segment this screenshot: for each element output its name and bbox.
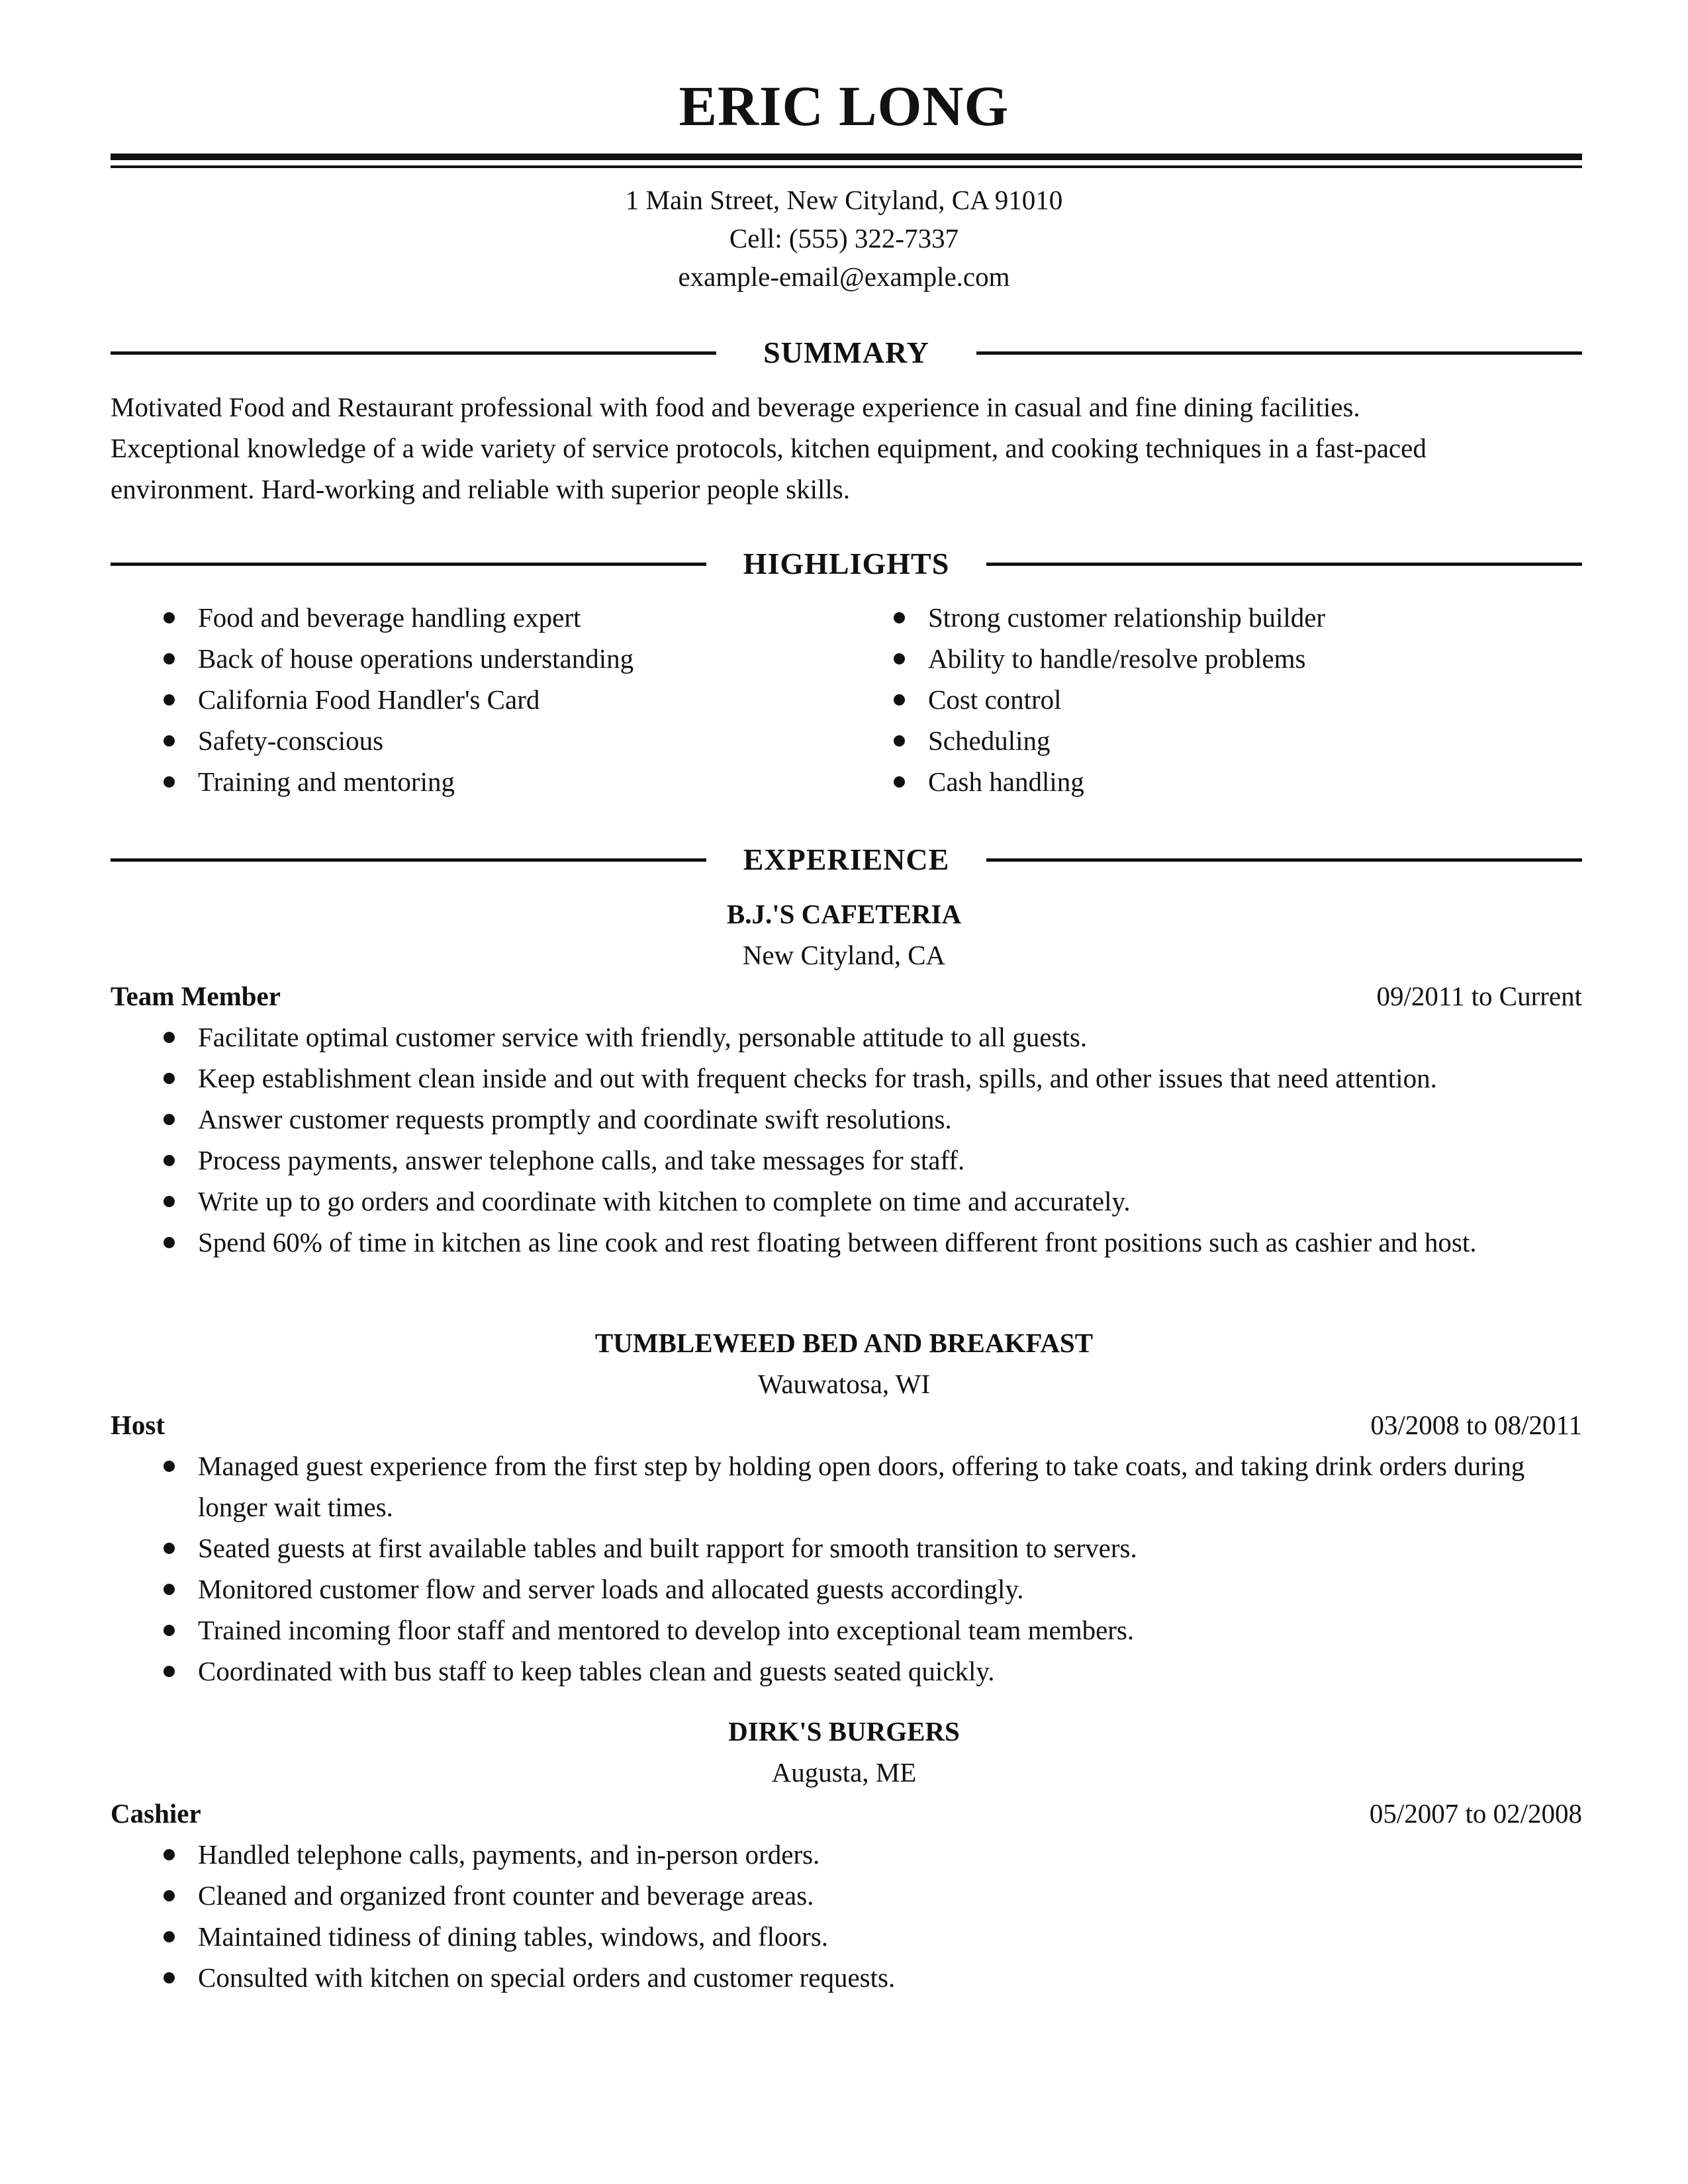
job-role-row xyxy=(111,1404,1582,1445)
job-duty: Write up to go orders and coordinate with kitchen to complete on time and accurately. xyxy=(111,1181,1582,1222)
highlights-left-list xyxy=(111,597,839,802)
highlights-right-list xyxy=(841,597,1582,802)
job-title: Cashier xyxy=(111,1798,201,1829)
job-duty: Spend 60% of time in kitchen as line cook and rest floating between different front positions such as cashier and host. xyxy=(111,1222,1582,1263)
job-dates: 05/2007 to 02/2008 xyxy=(1369,1798,1582,1829)
summary-line: environment. Hard-working and reliable with superior people skills. xyxy=(111,474,850,504)
contact-email: example-email@example.com xyxy=(678,261,1010,292)
job-dates: 09/2011 to Current xyxy=(1376,981,1582,1011)
highlight-item: Food and beverage handling expert xyxy=(111,597,839,638)
highlight-item: Scheduling xyxy=(841,720,1582,761)
job-company: TUMBLEWEED BED AND BREAKFAST xyxy=(594,1328,1094,1358)
job-title: Team Member xyxy=(111,981,281,1011)
job-role-row xyxy=(111,976,1582,1017)
highlight-item: Safety-conscious xyxy=(111,720,839,761)
highlight-item: Back of house operations understanding xyxy=(111,638,839,679)
summary-text xyxy=(111,387,1593,510)
job-duty: Trained incoming floor staff and mentored to develop into exceptional team members. xyxy=(111,1610,1582,1651)
highlight-item: Training and mentoring xyxy=(111,761,839,802)
job-duty: Managed guest experience from the first step by holding open doors, offering to take coats, and taking drink orders during longer wait times. xyxy=(111,1445,1582,1527)
highlights-title: HIGHLIGHTS xyxy=(743,547,950,580)
job-duty: Coordinated with bus staff to keep tables clean and guests seated quickly. xyxy=(111,1651,1582,1692)
summary-title: SUMMARY xyxy=(763,336,929,369)
job-duty: Seated guests at first available tables and built rapport for smooth transition to servers. xyxy=(111,1527,1582,1569)
job-company: B.J.'S CAFETERIA xyxy=(726,899,962,929)
job-duty: Monitored customer flow and server loads and allocated guests accordingly. xyxy=(111,1569,1582,1610)
job-dates: 03/2008 to 08/2011 xyxy=(1370,1410,1582,1440)
highlights-heading xyxy=(111,545,1582,582)
job-location: Wauwatosa, WI xyxy=(757,1369,931,1399)
header-divider-thick xyxy=(111,154,1582,160)
job-title: Host xyxy=(111,1410,165,1440)
job-duties-list xyxy=(111,1445,1582,1692)
experience-heading xyxy=(111,841,1582,878)
job-duty: Answer customer requests promptly and coordinate swift resolutions. xyxy=(111,1099,1582,1140)
job-duty: Process payments, answer telephone calls, and take messages for staff. xyxy=(111,1140,1582,1181)
job-duty: Facilitate optimal customer service with friendly, personable attitude to all guests. xyxy=(111,1017,1582,1058)
job-location: New Cityland, CA xyxy=(742,940,946,970)
summary-line: Motivated Food and Restaurant professional with food and beverage experience in casual and fine dining facilities. xyxy=(111,392,1360,422)
contact-phone: Cell: (555) 322-7337 xyxy=(729,223,959,253)
job-duty: Cleaned and organized front counter and beverage areas. xyxy=(111,1875,1582,1916)
job-location: Augusta, ME xyxy=(771,1757,917,1788)
job-company: DIRK'S BURGERS xyxy=(728,1716,960,1747)
job-duty: Handled telephone calls, payments, and in-person orders. xyxy=(111,1834,1582,1875)
contact-address: 1 Main Street, New Cityland, CA 91010 xyxy=(625,185,1063,215)
job-duties-list xyxy=(111,1834,1582,1998)
highlight-item: Cash handling xyxy=(841,761,1582,802)
summary-line: Exceptional knowledge of a wide variety of service protocols, kitchen equipment, and cooking techniques in a fast-paced xyxy=(111,433,1427,463)
highlight-item: Cost control xyxy=(841,679,1582,720)
job-duty: Maintained tidiness of dining tables, windows, and floors. xyxy=(111,1916,1582,1957)
experience-rule-right xyxy=(986,858,1582,862)
header-divider-thin xyxy=(111,165,1582,168)
summary-rule-right xyxy=(976,351,1582,355)
highlight-item: Strong customer relationship builder xyxy=(841,597,1582,638)
job-duties-list xyxy=(111,1017,1582,1263)
highlight-item: California Food Handler's Card xyxy=(111,679,839,720)
summary-heading xyxy=(111,334,1582,371)
candidate-name: ERIC LONG xyxy=(679,74,1009,138)
highlight-item: Ability to handle/resolve problems xyxy=(841,638,1582,679)
experience-title: EXPERIENCE xyxy=(743,842,950,876)
highlights-rule-right xyxy=(986,563,1582,566)
job-duty: Consulted with kitchen on special orders and customer requests. xyxy=(111,1957,1582,1998)
job-role-row xyxy=(111,1793,1582,1834)
job-duty: Keep establishment clean inside and out with frequent checks for trash, spills, and other issues that need attention. xyxy=(111,1058,1582,1099)
